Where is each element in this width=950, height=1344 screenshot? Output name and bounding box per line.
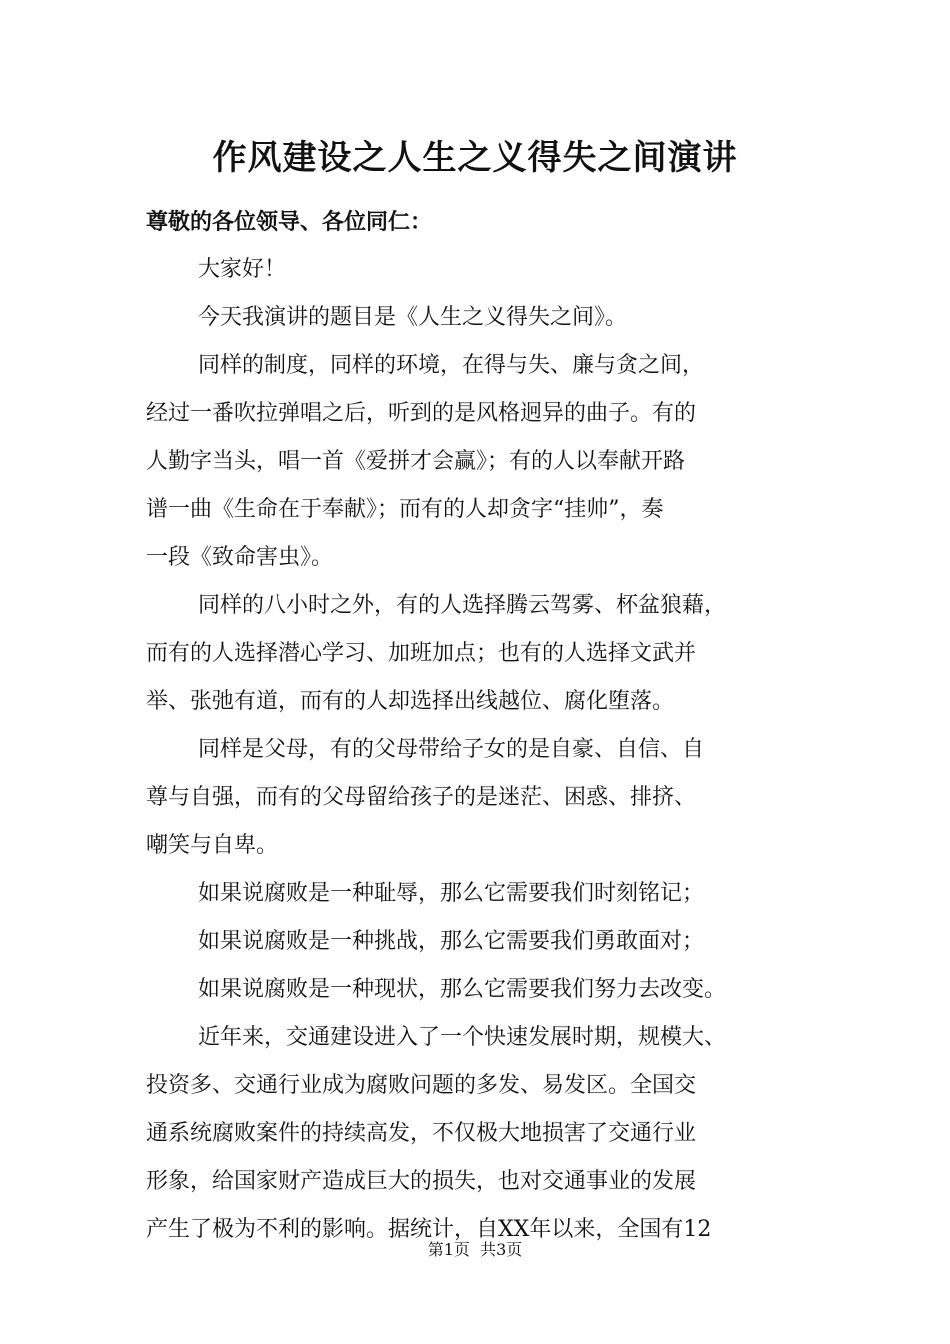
page-number: 第1页: [427, 1240, 470, 1259]
paragraph-line: 同样的八小时之外，有的人选择腾云驾雾、杯盆狼藉，: [198, 593, 727, 618]
paragraph-line: 举、张弛有道，而有的人却选择出线越位、腐化堕落。: [146, 689, 675, 714]
paragraph: [146, 294, 826, 342]
page-footer: [0, 1238, 950, 1262]
paragraph-line: 同样是父母，有的父母带给子女的是自豪、自信、自: [198, 737, 705, 762]
paragraph-line: 经过一番吹拉弹唱之后，听到的是风格迥异的曲子。有的: [146, 401, 697, 426]
paragraph: [146, 1014, 826, 1254]
paragraph-line: 今天我演讲的题目是《人生之义得失之间》。: [198, 305, 628, 330]
paragraph-line: 而有的人选择潜心学习、加班加点；也有的人选择文武并: [146, 641, 697, 666]
paragraph-line: 一段《致命害虫》。: [146, 545, 334, 570]
paragraph: [146, 342, 826, 582]
paragraph-line: 人勤字当头，唱一首《爱拼才会赢》；有的人以奉献开路: [146, 449, 686, 474]
paragraph: [146, 870, 826, 918]
paragraph-list: [146, 246, 826, 1254]
document-title: 作风建设之人生之义得失之间演讲: [212, 138, 738, 178]
paragraph-line: 近年来，交通建设进入了一个快速发展时期，规模大、: [198, 1025, 727, 1050]
paragraph-line: 形象，给国家财产造成巨大的损失，也对交通事业的发展: [146, 1169, 697, 1194]
paragraph-line: 通系统腐败案件的持续高发，不仅极大地损害了交通行业: [146, 1121, 697, 1146]
paragraph-line: 产生了极为不利的影响。据统计，自XX年以来，全国有12: [146, 1217, 712, 1242]
paragraph-line: 嘲笑与自卑。: [146, 833, 279, 858]
paragraph-line: 尊与自强，而有的父母留给孩子的是迷茫、困惑、排挤、: [146, 785, 697, 810]
paragraph-line: 同样的制度，同样的环境，在得与失、廉与贪之间，: [198, 353, 705, 378]
paragraph-line: 如果说腐败是一种挑战，那么它需要我们勇敢面对；: [198, 929, 705, 954]
paragraph-line: 如果说腐败是一种现状，那么它需要我们努力去改变。: [198, 977, 727, 1002]
paragraph: [146, 582, 826, 726]
paragraph-line: 大家好！: [198, 257, 287, 282]
paragraph: [146, 966, 826, 1014]
salutation: 尊敬的各位领导、各位同仁：: [146, 209, 433, 235]
paragraph: [146, 918, 826, 966]
paragraph: [146, 246, 826, 294]
paragraph-line: 谱一曲《生命在于奉献》；而有的人却贪字“挂帅”，奏: [146, 497, 664, 522]
paragraph-line: 如果说腐败是一种耻辱，那么它需要我们时刻铭记；: [198, 881, 705, 906]
page-total: 共3页: [480, 1240, 523, 1259]
document-body: [146, 198, 826, 1254]
paragraph: [146, 726, 826, 870]
paragraph-line: 投资多、交通行业成为腐败问题的多发、易发区。全国交: [146, 1073, 697, 1098]
